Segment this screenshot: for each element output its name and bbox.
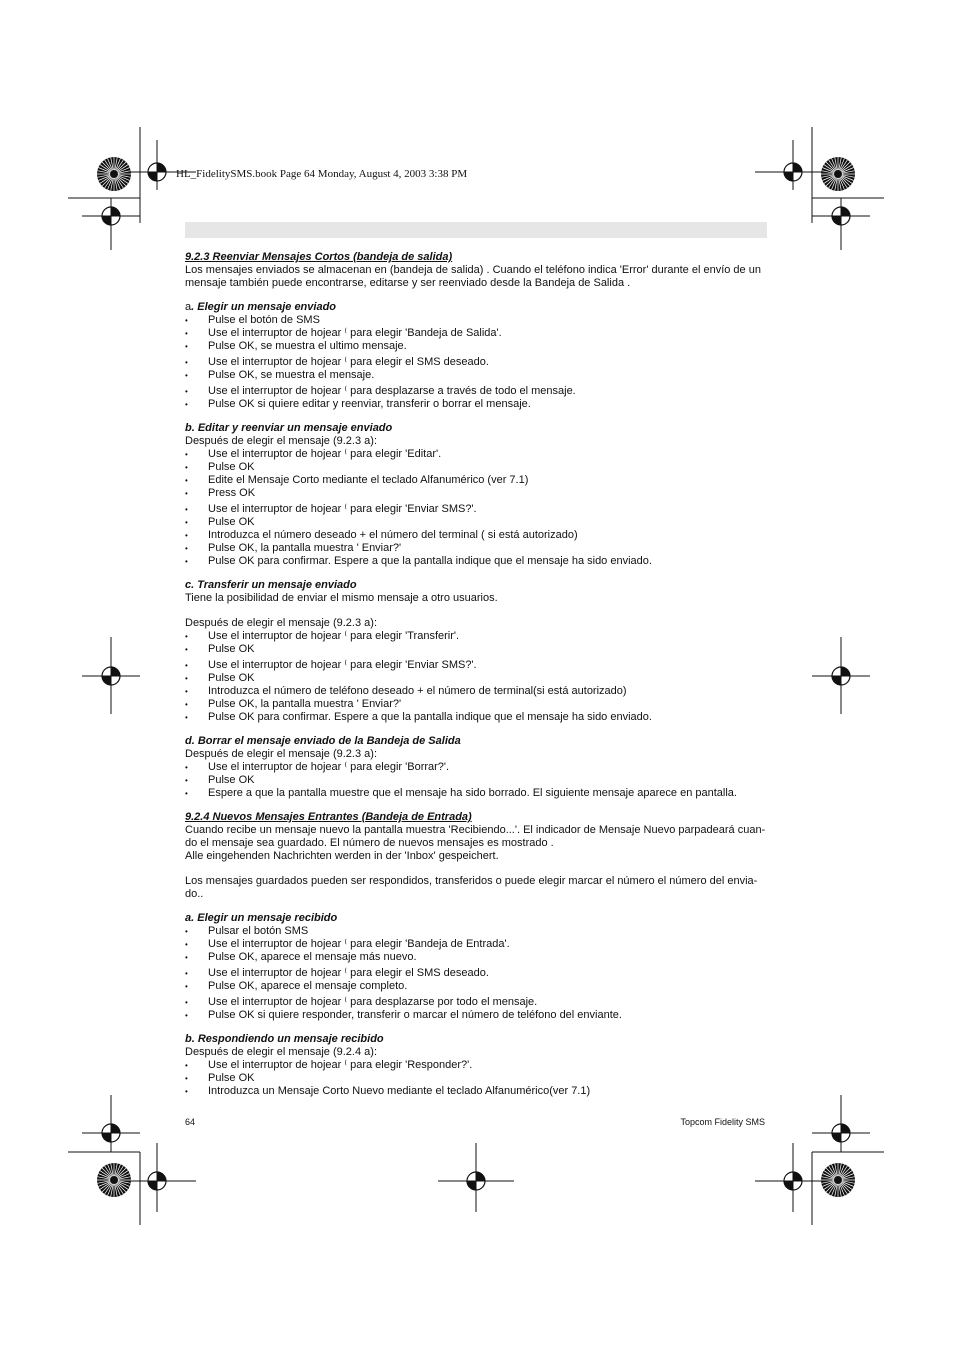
subsection-title-b: b. Editar y reenviar un mensaje enviado: [185, 422, 393, 434]
list-item: • Pulse OK para confirmar. Espere a que la pantalla indique que el mensaje ha sido enviado.: [185, 555, 775, 568]
list-item: • Espere a que la pantalla muestre que el mensaje ha sido borrado. El siguiente mensaje aparece en pantalla.: [185, 787, 775, 800]
bullet-list: [185, 630, 775, 724]
bullet-list: [185, 448, 775, 568]
section-para-1: Cuando recibe un mensaje nuevo la pantalla muestra 'Recibiendo...'. El indicador de Mensaje Nuevo parpadeará cuan-do el mensaje sea guardado. El número de nuevos mensajes es mostrado .: [185, 824, 766, 849]
subsection-title-text: . Elegir un mensaje enviado: [191, 301, 337, 313]
subsection-prefix: a: [185, 301, 192, 313]
bullet-list: [185, 1059, 775, 1098]
list-item: • Introduzca un Mensaje Corto Nuevo mediante el teclado Alfanumérico(ver 7.1): [185, 1085, 775, 1098]
list-item: • Pulse OK: [185, 516, 775, 529]
list-item: • Pulse OK si quiere responder, transferir o marcar el número de teléfono del enviante.: [185, 1009, 775, 1022]
list-item: • Pulse OK, se muestra el mensaje.: [185, 369, 775, 382]
page-number: 64: [185, 1117, 196, 1127]
footer-product: Topcom Fidelity SMS: [680, 1117, 765, 1127]
list-item: • Edite el Mensaje Corto mediante el teclado Alfanumérico (ver 7.1): [185, 474, 775, 487]
list-item: • Pulse OK: [185, 461, 775, 474]
list-item: • Use el interruptor de hojear ⁽ para elegir 'Responder?'.: [185, 1059, 775, 1072]
list-item: • Pulse OK: [185, 1072, 775, 1085]
section-para-3: Los mensajes guardados pueden ser respondidos, transferidos o puede elegir marcar el número el número del envia-do..: [185, 875, 758, 900]
list-item: • Use el interruptor de hojear ⁽ para elegir 'Enviar SMS?'.: [185, 659, 775, 672]
list-item: • Pulse OK, la pantalla muestra ' Enviar?': [185, 542, 775, 555]
list-item: • Use el interruptor de hojear ⁽ para elegir 'Bandeja de Entrada'.: [185, 938, 775, 951]
subsection-title-b2: b. Respondiendo un mensaje recibido: [185, 1033, 384, 1045]
list-item: • Press OK: [185, 487, 775, 500]
subsection-intro: Tiene la posibilidad de enviar el mismo mensaje a otro usuarios.: [185, 592, 498, 604]
list-item: • Use el interruptor de hojear ⁽ para elegir 'Enviar SMS?'.: [185, 503, 775, 516]
list-item: • Use el interruptor de hojear ⁽ para elegir 'Editar'.: [185, 448, 775, 461]
list-item: • Pulsar el botón SMS: [185, 925, 775, 938]
subsection-title-c: c. Transferir un mensaje enviado: [185, 579, 357, 591]
bullet-list: [185, 925, 775, 1022]
list-item: • Use el interruptor de hojear ⁽ para elegir 'Bandeja de Salida'.: [185, 327, 775, 340]
list-item: • Use el interruptor de hojear ⁽ para desplazarse por todo el mensaje.: [185, 996, 775, 1009]
section-title-9-2-4: 9.2.4 Nuevos Mensajes Entrantes (Bandeja de Entrada): [185, 811, 472, 823]
list-item: • Introduzca el número de teléfono deseado + el número de terminal(si está autorizado): [185, 685, 775, 698]
section-para-2: Alle eingehenden Nachrichten werden in der 'Inbox' gespeichert.: [185, 850, 499, 862]
bullet-list: [185, 761, 775, 800]
file-stamp: HL_FidelitySMS.book Page 64 Monday, August 4, 2003 3:38 PM: [176, 168, 468, 180]
list-item: • Use el interruptor de hojear ⁽ para desplazarse a través de todo el mensaje.: [185, 385, 775, 398]
list-item: • Pulse OK para confirmar. Espere a que la pantalla indique que el mensaje ha sido enviado.: [185, 711, 775, 724]
subsection-intro: Después de elegir el mensaje (9.2.4 a):: [185, 1046, 377, 1058]
list-item: • Use el interruptor de hojear ⁽ para elegir 'Borrar?'.: [185, 761, 775, 774]
list-item: • Pulse OK, aparece el mensaje completo.: [185, 980, 775, 993]
subsection-title-d: d. Borrar el mensaje enviado de la Bandeja de Salida: [185, 735, 461, 747]
list-item: • Pulse el botón de SMS: [185, 314, 775, 327]
subsection-intro: Después de elegir el mensaje (9.2.3 a):: [185, 435, 377, 447]
subsection-title-a2: a. Elegir un mensaje recibido: [185, 912, 338, 924]
list-item: • Pulse OK, se muestra el ultimo mensaje.: [185, 340, 775, 353]
bullet-list: [185, 314, 775, 411]
section-intro: Los mensajes enviados se almacenan en (bandeja de salida) . Cuando el teléfono indica 'Error' durante el envío de un mensaje también puede encontrarse, editarse y ser reenviado desde la Bandeja de Salida .: [185, 264, 761, 289]
list-item: • Introduzca el número deseado + el número del terminal ( si está autorizado): [185, 529, 775, 542]
list-item: • Pulse OK, la pantalla muestra ' Enviar?': [185, 698, 775, 711]
list-item: • Pulse OK: [185, 643, 775, 656]
subsection-intro-2: Después de elegir el mensaje (9.2.3 a):: [185, 617, 377, 629]
list-item: • Use el interruptor de hojear ⁽ para elegir el SMS deseado.: [185, 356, 775, 369]
list-item: • Use el interruptor de hojear ⁽ para elegir 'Transferir'.: [185, 630, 775, 643]
section-title-9-2-3: 9.2.3 Reenviar Mensajes Cortos (bandeja de salida): [185, 251, 453, 263]
list-item: • Pulse OK, aparece el mensaje más nuevo.: [185, 951, 775, 964]
list-item: • Pulse OK: [185, 672, 775, 685]
subsection-title-a: [185, 301, 775, 314]
header-bar: [185, 222, 767, 238]
list-item: • Pulse OK: [185, 774, 775, 787]
list-item: • Use el interruptor de hojear ⁽ para elegir el SMS deseado.: [185, 967, 775, 980]
page-content: [185, 251, 775, 1098]
subsection-intro: Después de elegir el mensaje (9.2.3 a):: [185, 748, 377, 760]
list-item: • Pulse OK si quiere editar y reenviar, transferir o borrar el mensaje.: [185, 398, 775, 411]
